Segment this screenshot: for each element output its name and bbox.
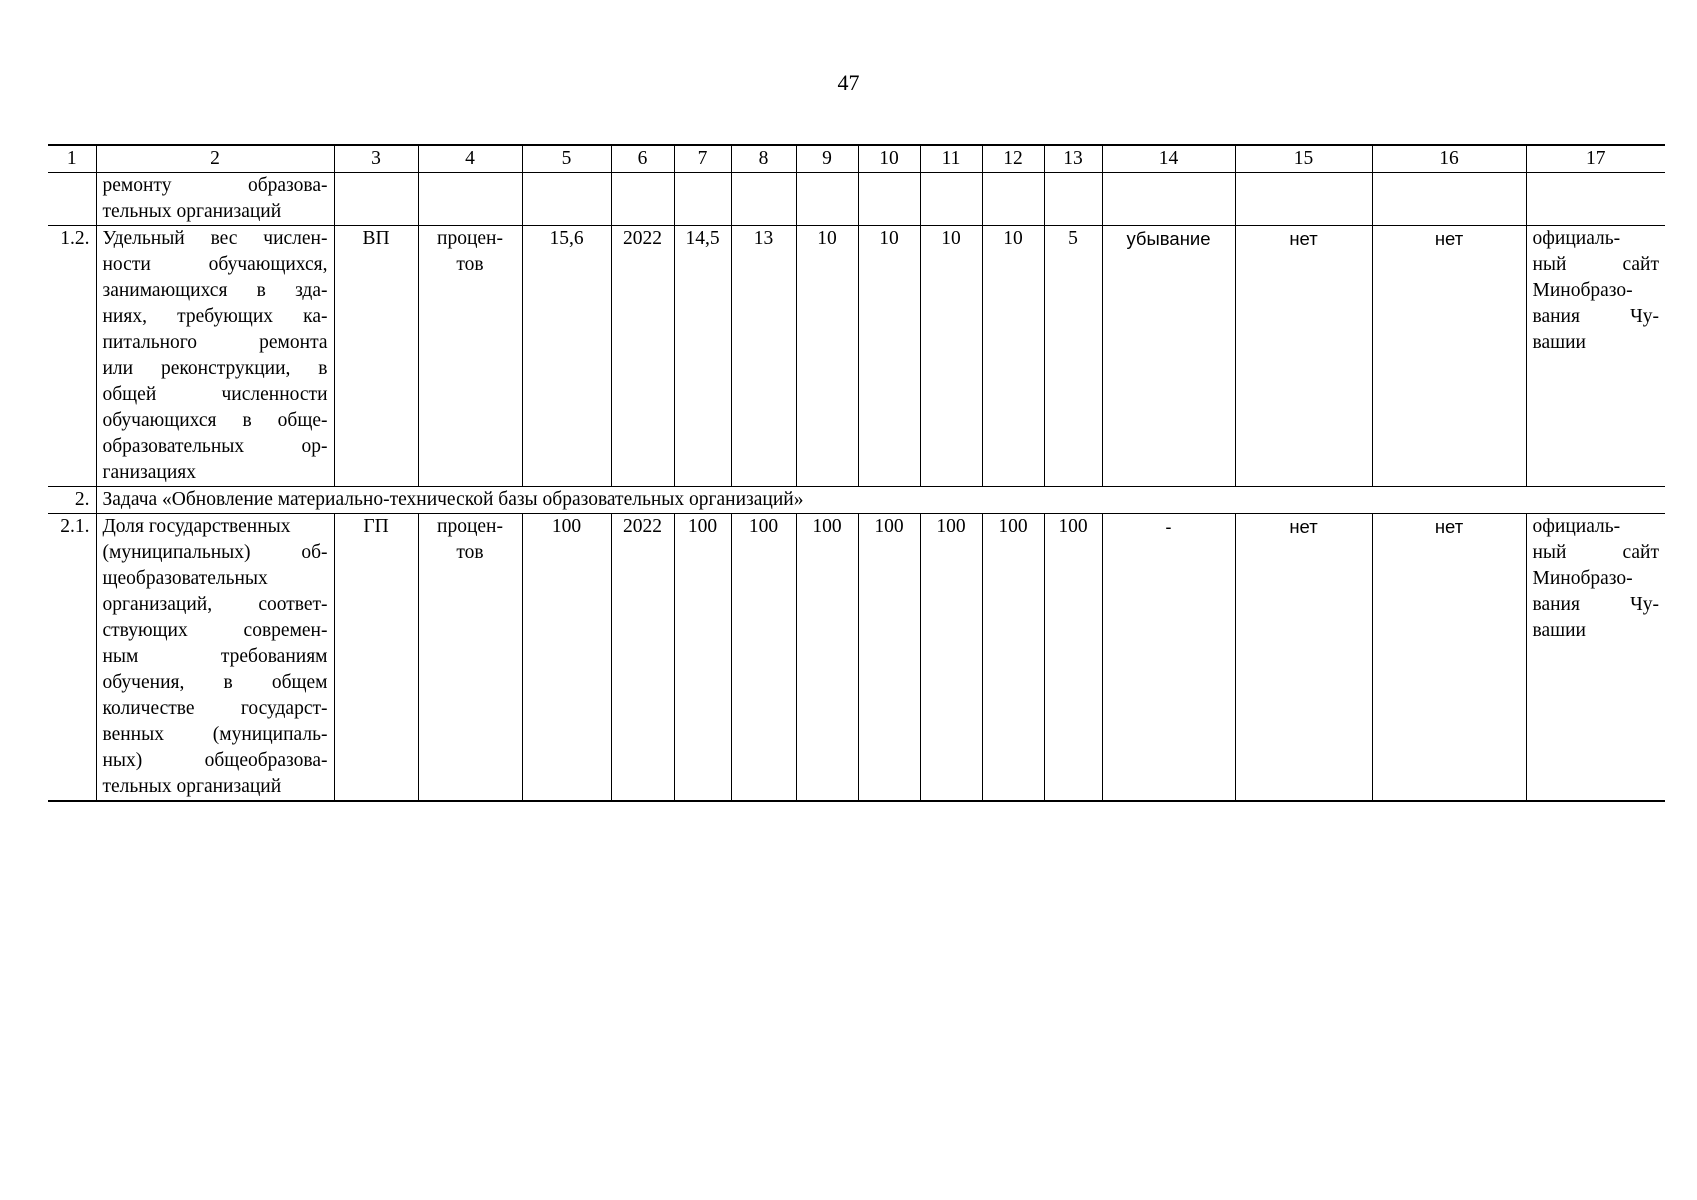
name-line: организаций, соответ- [102,594,328,615]
name-line: Доля государственных [102,516,291,537]
column-16-value: нет [1372,514,1526,802]
column-15-value: нет [1235,514,1372,802]
base-value: 100 [522,514,611,802]
name-line: обучения, в общем [102,672,328,693]
source-line: Минобразо- [1532,568,1633,589]
indicator-row-1-2 [48,226,1665,487]
header-cell: 12 [982,145,1044,173]
indicator-name [96,514,334,802]
page-number: 47 [837,70,860,95]
source-line: вания Чу- [1532,594,1659,615]
indicator-row-2-1 [48,514,1665,802]
column-16-value: нет [1372,226,1526,487]
indicator-name [96,226,334,487]
header-cell: 6 [611,145,674,173]
empty-cell [731,173,796,226]
name-line: образовательных ор- [102,436,328,457]
trend: убывание [1102,226,1235,487]
name-line: Удельный вес числен- [102,228,328,249]
name-line: тельных организаций [102,201,282,222]
header-cell: 9 [796,145,858,173]
row-number: 2. [48,487,96,514]
value-col-9: 10 [796,226,858,487]
name-line: ганизациях [102,462,196,483]
header-cell: 13 [1044,145,1102,173]
unit [418,226,522,487]
row-number [48,173,96,226]
empty-cell [1526,173,1665,226]
header-cell: 3 [334,145,418,173]
value-col-7: 14,5 [674,226,731,487]
name-line: тельных организаций [102,776,282,797]
source-line: вашии [1532,332,1586,353]
header-cell: 14 [1102,145,1235,173]
value-col-10: 100 [858,514,920,802]
unit-line: тов [456,542,484,563]
name-line: венных (муниципаль- [102,724,328,745]
empty-cell [858,173,920,226]
source-line: официаль- [1532,228,1621,249]
indicator-level: ВП [334,226,418,487]
empty-cell [1102,173,1235,226]
name-line: (муниципальных) об- [102,542,328,563]
value-col-13: 100 [1044,514,1102,802]
header-cell: 11 [920,145,982,173]
empty-cell [418,173,522,226]
empty-cell [522,173,611,226]
value-col-8: 13 [731,226,796,487]
value-col-7: 100 [674,514,731,802]
header-cell: 1 [48,145,96,173]
header-row [48,145,1665,173]
source-line: ный сайт [1532,542,1659,563]
name-line: питального ремонта [102,332,328,353]
name-line: щеобразовательных [102,568,268,589]
trend: - [1102,514,1235,802]
header-cell: 7 [674,145,731,173]
header-cell: 15 [1235,145,1372,173]
empty-cell [1372,173,1526,226]
empty-cell [796,173,858,226]
name-line: ниях, требующих ка- [102,306,328,327]
value-col-12: 10 [982,226,1044,487]
name-line: или реконструкции, в [102,358,328,379]
source-line: вашии [1532,620,1586,641]
task-title: Задача «Обновление материально-технической базы образовательных организаций» [96,487,1665,514]
name-line: ствующих современ- [102,620,328,641]
base-year: 2022 [611,514,674,802]
header-cell: 8 [731,145,796,173]
value-col-11: 100 [920,514,982,802]
empty-cell [611,173,674,226]
source-line: Минобразо- [1532,280,1633,301]
indicator-level: ГП [334,514,418,802]
empty-cell [920,173,982,226]
value-col-11: 10 [920,226,982,487]
empty-cell [982,173,1044,226]
name-line: ности обучающихся, [102,254,328,275]
name-line: количестве государст- [102,698,328,719]
name-line: обучающихся в обще- [102,410,328,431]
base-value: 15,6 [522,226,611,487]
unit-line: процен- [437,516,503,537]
header-cell: 2 [96,145,334,173]
info-source [1526,226,1665,487]
row-number: 2.1. [48,514,96,802]
value-col-9: 100 [796,514,858,802]
header-cell: 10 [858,145,920,173]
unit [418,514,522,802]
task-row [48,487,1665,514]
header-cell: 16 [1372,145,1526,173]
unit-line: тов [456,254,484,275]
value-col-8: 100 [731,514,796,802]
indicator-name [96,173,334,226]
value-col-10: 10 [858,226,920,487]
name-line: ремонту образова- [102,175,328,196]
empty-cell [674,173,731,226]
name-line: занимающихся в зда- [102,280,328,301]
unit-line: процен- [437,228,503,249]
source-line: официаль- [1532,516,1621,537]
header-cell: 5 [522,145,611,173]
value-col-13: 5 [1044,226,1102,487]
source-line: ный сайт [1532,254,1659,275]
source-line: вания Чу- [1532,306,1659,327]
name-line: ных) общеобразова- [102,750,328,771]
continuation-row [48,173,1665,226]
name-line: общей численности [102,384,328,405]
empty-cell [1044,173,1102,226]
row-number: 1.2. [48,226,96,487]
column-15-value: нет [1235,226,1372,487]
info-source [1526,514,1665,802]
indicators-table [48,144,1665,802]
base-year: 2022 [611,226,674,487]
value-col-12: 100 [982,514,1044,802]
empty-cell [1235,173,1372,226]
header-cell: 17 [1526,145,1665,173]
name-line: ным требованиям [102,646,328,667]
empty-cell [334,173,418,226]
header-cell: 4 [418,145,522,173]
